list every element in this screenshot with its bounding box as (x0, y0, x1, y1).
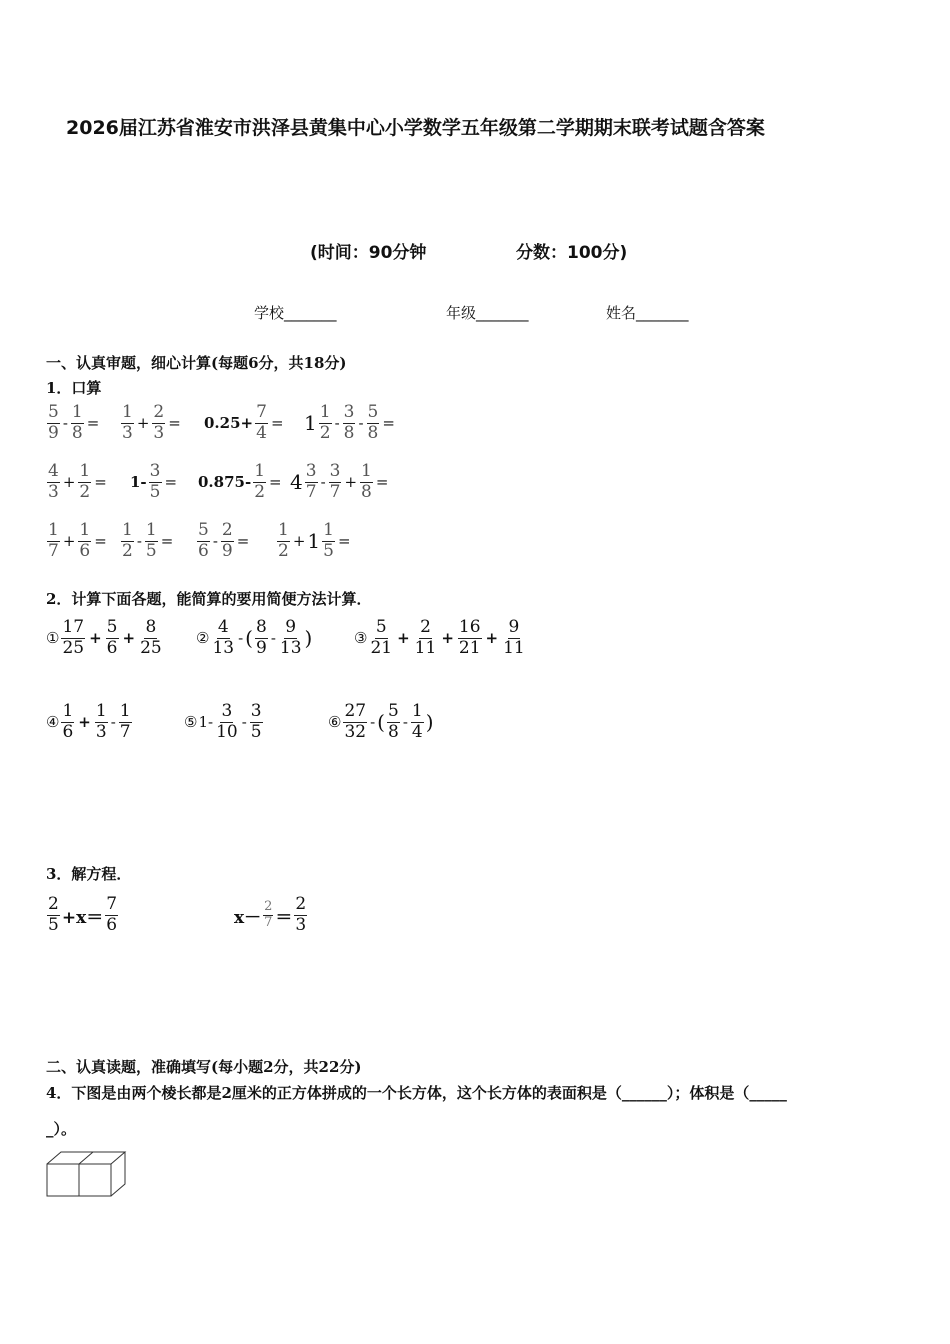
fraction: $\frac{1}{3}$ (95, 701, 107, 742)
fraction: $\frac{5}{9}$ (48, 402, 59, 443)
calc-expr-5: ⑤ 1- $\frac{3}{10}$ - $\frac{3}{5}$ (184, 701, 262, 742)
school-field: 学校_______ (254, 304, 337, 322)
fraction: $\frac{1}{6}$ (62, 701, 74, 742)
fraction: $\frac{2}{3}$ (153, 402, 165, 443)
calc-expr-4: ④ $\frac{1}{6}$ + $\frac{1}{3}$ - $\frac{1}{7}$ (46, 701, 131, 742)
fraction: $\frac{5}{8}$ (387, 701, 399, 742)
fraction: $\frac{1}{4}$ (411, 701, 423, 742)
oral-expr-8: 4 $\frac{3}{7}$ - $\frac{3}{7}$ + $\frac{1}{8}$ = (290, 461, 389, 502)
fraction: $\frac{1}{2}$ (254, 461, 266, 502)
fraction: $\frac{1}{7}$ (48, 520, 59, 561)
calc-expr-3: ③ $\frac{5}{21}$ + $\frac{2}{11}$ + $\frac{16}{21}$ + $\frac{9}{11}$ (354, 617, 525, 658)
fraction: $\frac{8}{25}$ (140, 617, 162, 658)
fraction: $\frac{3}{8}$ (343, 402, 355, 443)
fraction: $\frac{17}{25}$ (62, 617, 85, 658)
q2-label: 2．计算下面各题，能简算的要用简便方法计算． (46, 590, 372, 608)
fraction: $\frac{27}{32}$ (344, 701, 367, 742)
fraction: $\frac{1}{3}$ (122, 402, 133, 443)
oral-expr-11: $\frac{5}{6}$ - $\frac{2}{9}$ = (198, 520, 250, 561)
fraction: $\frac{7}{4}$ (256, 402, 267, 443)
oral-expr-4: 1 $\frac{1}{2}$ - $\frac{3}{8}$ - $\frac{5}{8}$ = (304, 402, 395, 443)
fraction: $\frac{4}{13}$ (212, 617, 235, 658)
q1-label: 1．口算 (46, 379, 102, 397)
fraction: $\frac{5}{21}$ (370, 617, 393, 658)
section-2-heading: 二、认真读题，准确填写(每小题2分，共22分) (46, 1058, 362, 1076)
oral-expr-2: $\frac{1}{3}$ + $\frac{2}{3}$ = (122, 402, 181, 443)
section-1-heading: 一、认真审题，细心计算(每题6分，共18分) (46, 354, 347, 372)
fraction: $\frac{1}{6}$ (79, 520, 91, 561)
fraction: $\frac{7}{6}$ (106, 894, 118, 935)
calc-expr-2: ② $\frac{4}{13}$ - ( $\frac{8}{9}$ - $\frac{9}{13}$ ) (196, 617, 313, 658)
fraction: $\frac{1}{8}$ (361, 461, 372, 502)
name-field: 姓名_______ (606, 304, 689, 322)
fraction: $\frac{3}{7}$ (329, 461, 341, 502)
oral-expr-7: 0.875- $\frac{1}{2}$ = (198, 461, 282, 502)
fraction: $\frac{5}{8}$ (367, 402, 379, 443)
fraction: $\frac{3}{10}$ (216, 701, 238, 742)
oral-expr-5: $\frac{4}{3}$ + $\frac{1}{2}$ = (48, 461, 107, 502)
fraction: $\frac{2}{3}$ (295, 894, 307, 935)
fraction: $\frac{9}{11}$ (503, 617, 525, 658)
fraction: $\frac{1}{5}$ (323, 520, 334, 561)
grade-field: 年级_______ (446, 304, 529, 322)
q4-text-line2: _）。 (46, 1120, 77, 1138)
fraction: $\frac{5}{6}$ (198, 520, 209, 561)
fraction: $\frac{9}{13}$ (279, 617, 302, 658)
fraction: $\frac{2}{11}$ (414, 617, 437, 658)
fraction: $\frac{8}{9}$ (255, 617, 267, 658)
time-info: (时间：90分钟 (310, 243, 427, 263)
fraction: $\frac{3}{5}$ (149, 461, 161, 502)
fraction: $\frac{4}{3}$ (48, 461, 59, 502)
fraction: $\frac{1}{5}$ (145, 520, 157, 561)
oral-expr-6: 1- $\frac{3}{5}$ = (130, 461, 178, 502)
fraction: $\frac{3}{7}$ (305, 461, 317, 502)
q3-label: 3．解方程． (46, 865, 132, 883)
oral-expr-9: $\frac{1}{7}$ + $\frac{1}{6}$ = (48, 520, 107, 561)
fraction: $\frac{1}{2}$ (319, 402, 331, 443)
fraction: $\frac{5}{6}$ (106, 617, 118, 658)
fraction: $\frac{1}{2}$ (79, 461, 91, 502)
oral-expr-12: $\frac{1}{2}$ + 1 $\frac{1}{5}$ = (278, 520, 351, 561)
oral-expr-10: $\frac{1}{2}$ - $\frac{1}{5}$ = (122, 520, 174, 561)
fraction: $\frac{2}{9}$ (221, 520, 233, 561)
fraction: $\frac{2}{7}$ (264, 898, 273, 930)
cuboid-figure (46, 1150, 130, 1200)
q4-text-line1: 4．下图是由两个棱长都是2厘米的正方体拼成的一个长方体，这个长方体的表面积是（______）；体积是（_____ (46, 1084, 787, 1102)
fraction: $\frac{2}{5}$ (48, 894, 59, 935)
fraction: $\frac{1}{8}$ (71, 402, 83, 443)
oral-expr-3: 0.25+ $\frac{7}{4}$ = (204, 402, 284, 443)
calc-expr-6: ⑥ $\frac{27}{32}$ - ( $\frac{5}{8}$ - $\frac{1}{4}$ ) (328, 701, 434, 742)
fraction: $\frac{3}{5}$ (250, 701, 262, 742)
equation-1: $\frac{2}{5}$ +x＝ $\frac{7}{6}$ (48, 894, 118, 935)
fraction: $\frac{1}{2}$ (122, 520, 133, 561)
page-title: 2026届江苏省淮安市洪泽县黄集中心小学数学五年级第二学期期末联考试题含答案 (66, 117, 765, 139)
fraction: $\frac{16}{21}$ (458, 617, 481, 658)
calc-expr-1: ① $\frac{17}{25}$ + $\frac{5}{6}$ + $\frac{8}{25}$ (46, 617, 162, 658)
equation-2: x－ $\frac{2}{7}$ ＝ $\frac{2}{3}$ (234, 894, 307, 935)
fraction: $\frac{1}{2}$ (278, 520, 289, 561)
fraction: $\frac{1}{7}$ (119, 701, 131, 742)
score-info: 分数：100分) (516, 243, 628, 263)
oral-expr-1: $\frac{5}{9}$ - $\frac{1}{8}$ = (48, 402, 100, 443)
